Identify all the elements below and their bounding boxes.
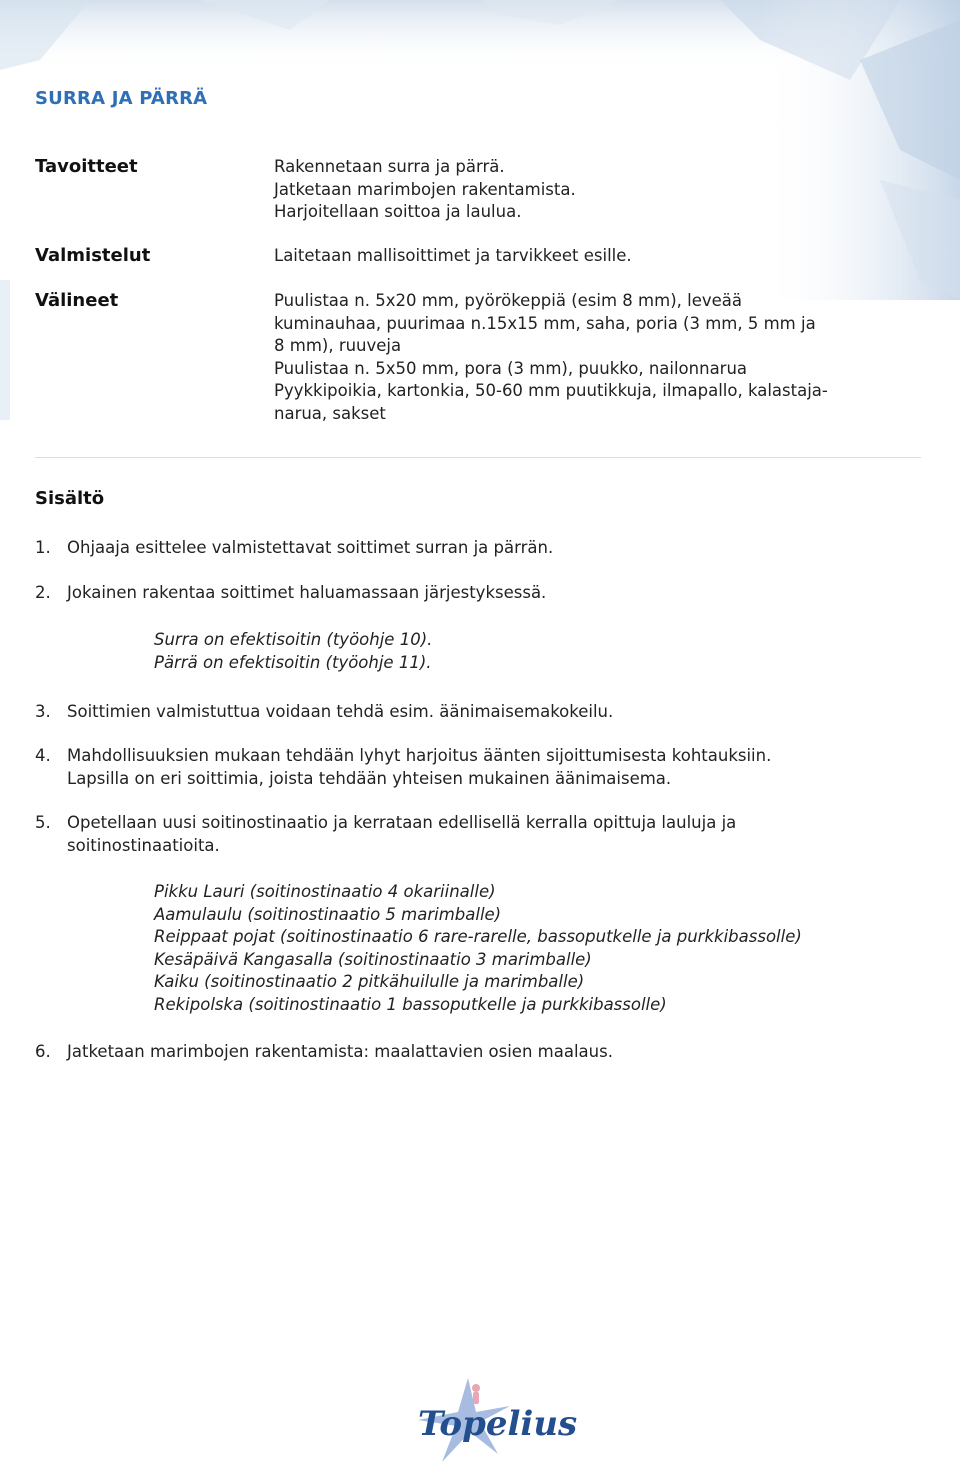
- song-list: [154, 881, 802, 1016]
- list-item-text: [67, 537, 925, 560]
- valineet-line: narua, sakset: [274, 403, 386, 423]
- valineet-line: kuminauhaa, puurimaa n.15x15 mm, saha, poria (3 mm, 5 mm ja: [274, 313, 816, 333]
- song-item: Reippaat pojat (soitinostinaatio 6 rare-rarelle, bassoputkelle ja purkkibassolle): [154, 927, 802, 946]
- list-item-text: [67, 812, 925, 857]
- list-item-line: Jatketaan marimbojen rakentamista: maalattavien osien maalaus.: [67, 1042, 613, 1061]
- valmistelut-text: [274, 245, 914, 268]
- list-item-line: Jokainen rakentaa soittimet haluamassaan järjestyksessä.: [67, 583, 547, 602]
- sisalto-heading: Sisältö: [35, 488, 105, 509]
- valineet-line: 8 mm), ruuveja: [274, 336, 402, 355]
- list-item-text: [67, 1041, 925, 1064]
- label-tavoitteet: Tavoitteet: [35, 156, 138, 177]
- instrument-note: Surra on efektisoitin (työohje 10).: [154, 630, 433, 649]
- tavoitteet-line: Rakennetaan surra ja pärrä.: [274, 157, 505, 176]
- valmistelut-line: Laitetaan mallisoittimet ja tarvikkeet esille.: [274, 246, 632, 265]
- valineet-line: Puulistaa n. 5x20 mm, pyörökeppiä (esim 8 mm), leveää: [274, 291, 742, 310]
- list-item-line: Soittimien valmistuttua voidaan tehdä esim. äänimaisemakokeilu.: [67, 702, 614, 721]
- list-item-number: 5.: [35, 813, 51, 832]
- list-item-text: [67, 745, 925, 790]
- song-item: Pikku Lauri (soitinostinaatio 4 okariinalle): [154, 882, 496, 901]
- tavoitteet-line: Jatketaan marimbojen rakentamista.: [274, 179, 576, 199]
- valineet-line: Puulistaa n. 5x50 mm, pora (3 mm), puukko, nailonnarua: [274, 358, 748, 378]
- list-item-line: Opetellaan uusi soitinostinaatio ja kerrataan edellisellä kerralla opittuja lauluja ja: [67, 813, 737, 832]
- tavoitteet-text: [274, 156, 914, 224]
- song-item: Kesäpäivä Kangasalla (soitinostinaatio 3 marimballe): [154, 949, 592, 969]
- document-title: SURRA JA PÄRRÄ: [35, 88, 208, 109]
- list-item-number: 3.: [35, 702, 51, 721]
- list-item-number: 1.: [35, 538, 51, 557]
- song-item: Kaiku (soitinostinaatio 2 pitkähuilulle ja marimballe): [154, 972, 585, 991]
- logo-wordmark: Topelius: [418, 1404, 578, 1444]
- list-item-line: Mahdollisuuksien mukaan tehdään lyhyt harjoitus äänten sijoittumisesta kohtauksiin.: [67, 746, 772, 765]
- valineet-text: [274, 290, 914, 425]
- list-item-line: soitinostinaatioita.: [67, 835, 220, 855]
- label-valineet: Välineet: [35, 290, 119, 311]
- list-item-text: [67, 582, 925, 605]
- tavoitteet-line: Harjoitellaan soittoa ja laulua.: [274, 202, 522, 221]
- list-item-line: Lapsilla on eri soittimia, joista tehdään yhteisen mukainen äänimaisema.: [67, 768, 672, 788]
- instrument-notes: [154, 629, 432, 674]
- label-valmistelut: Valmistelut: [35, 245, 151, 266]
- song-item: Aamulaulu (soitinostinaatio 5 marimballe): [154, 904, 502, 924]
- list-item-text: [67, 701, 925, 724]
- list-item-number: 4.: [35, 746, 51, 765]
- song-item: Rekipolska (soitinostinaatio 1 bassoputkelle ja purkkibassolle): [154, 994, 667, 1014]
- list-item-line: Ohjaaja esittelee valmistettavat soittimet surran ja pärrän.: [67, 538, 554, 557]
- section-divider: [35, 457, 921, 458]
- valineet-line: Pyykkipoikia, kartonkia, 50-60 mm puutikkuja, ilmapallo, kalastaja-: [274, 381, 828, 400]
- list-item-number: 6.: [35, 1042, 51, 1061]
- list-item-number: 2.: [35, 583, 51, 602]
- instrument-note: Pärrä on efektisoitin (työohje 11).: [154, 652, 432, 672]
- topelius-logo: [398, 1376, 578, 1466]
